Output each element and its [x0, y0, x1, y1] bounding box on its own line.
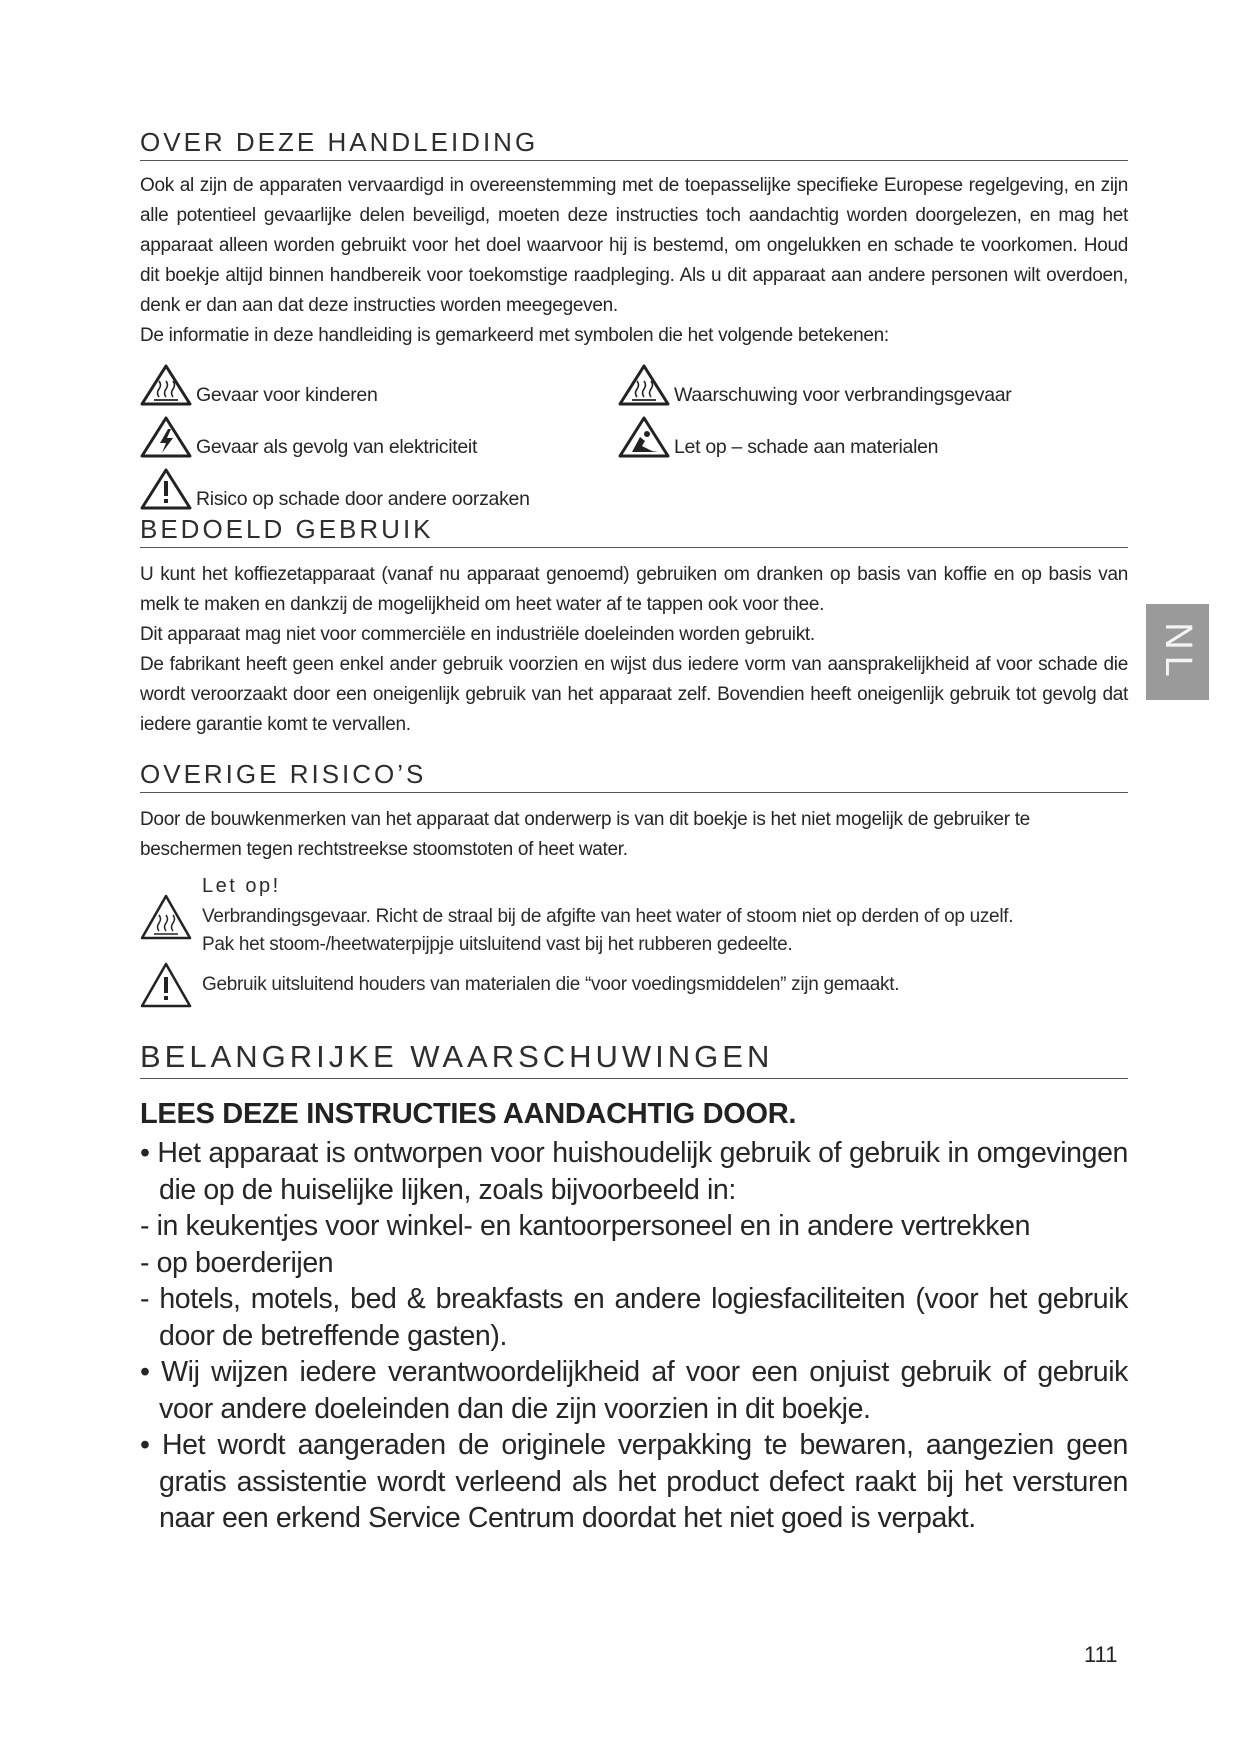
symbol-item [140, 467, 530, 511]
note-icon-cell [140, 871, 202, 959]
symbol-label: Let op – schade aan materialen [674, 436, 939, 458]
section-heading-other-risks: OVERIGE RISICO’S [140, 758, 1128, 793]
about-text [140, 171, 1128, 351]
symbol-label: Gevaar voor kinderen [196, 384, 378, 406]
warnings-title: LEES DEZE INSTRUCTIES AANDACHTIG DOOR. [140, 1098, 797, 1130]
heat-warning-icon [140, 363, 192, 407]
manual-page [140, 126, 1128, 1537]
symbol-label: Waarschuwing voor verbrandingsgevaar [674, 384, 1012, 406]
list-item: • Het wordt aangeraden de originele verpakking te bewaren, aangezien geen gratis assistentie wordt verleend als het product defect raakt bij het versturen naar een erkend Service Centrum doordat het niet goed is verpakt. [140, 1429, 1128, 1534]
burn-warning-note [140, 871, 1128, 1016]
note-icon-cell [140, 961, 202, 1016]
list-item: - in keukentjes voor winkel- en kantoorpersoneel en in andere vertrekken [140, 1210, 1031, 1242]
symbol-legend [140, 363, 1128, 511]
intended-use-text [140, 560, 1128, 740]
language-tab [1146, 604, 1209, 700]
list-item: - hotels, motels, bed & breakfasts en andere logiesfaciliteiten (voor het gebruik door de betreffende gasten). [140, 1283, 1128, 1352]
note-line: Verbrandingsgevaar. Richt de straal bij de afgifte van heet water of stoom niet op derden of op uzelf. [202, 906, 1014, 927]
note-line: Gebruik uitsluitend houders van materialen die “voor voedingsmiddelen” zijn gemaakt. [202, 974, 900, 995]
symbol-item [618, 363, 1012, 407]
warnings-list [140, 1135, 1128, 1537]
note-content [202, 871, 1013, 959]
material-damage-warning-icon [618, 415, 670, 459]
intended-use-paragraph: U kunt het koffiezetapparaat (vanaf nu apparaat genoemd) gebruiken om dranken op basis van koffie en op basis van melk te maken en dankzij de mogelijkheid om heet water af te tappen ook voor thee. [140, 564, 1128, 615]
general-warning-icon [140, 961, 192, 1011]
section-heading-intended-use: BEDOELD GEBRUIK [140, 513, 1128, 548]
note-row [140, 961, 1128, 1016]
list-item: • Wij wijzen iedere verantwoordelijkheid af voor een onjuist gebruik of gebruik voor andere doeleinden dan die zijn voorzien in dit boekje. [140, 1356, 1128, 1425]
heat-warning-icon [140, 893, 192, 943]
list-item: - op boerderijen [140, 1246, 334, 1279]
symbol-label: Gevaar als gevolg van elektriciteit [196, 436, 478, 458]
note-row [140, 871, 1128, 959]
other-risks-paragraph: Door de bouwkenmerken van het apparaat dat onderwerp is van dit boekje is het niet mogelijk de gebruiker te beschermen tegen rechtstreekse stoomstoten of heet water. [140, 809, 1030, 860]
list-item: • Het apparaat is ontworpen voor huishoudelijk gebruik of gebruik in omgevingen die op de huiselijke lijken, zoals bijvoorbeeld in: [140, 1137, 1128, 1206]
heat-warning-icon [618, 363, 670, 407]
intended-use-paragraph: De fabrikant heeft geen enkel ander gebruik voorzien en wijst dus iedere vorm van aansprakelijkheid af voor schade die wordt veroorzaakt door een oneigenlijk gebruik van het apparaat zelf. Bovendien heeft oneigenlijk gebruik tot gevolg dat iedere garantie komt te vervallen. [140, 654, 1128, 735]
note-line: Pak het stoom-/heetwaterpijpje uitsluitend vast bij het rubberen gedeelte. [202, 934, 793, 955]
general-warning-icon [140, 467, 192, 511]
legend-intro: De informatie in deze handleiding is gemarkeerd met symbolen die het volgende betekenen: [140, 325, 889, 346]
intended-use-paragraph: Dit apparaat mag niet voor commerciële en industriële doeleinden worden gebruikt. [140, 624, 815, 645]
symbol-label: Risico op schade door andere oorzaken [196, 488, 530, 510]
page-number: 111 [1084, 1642, 1118, 1667]
symbol-item [618, 415, 938, 459]
symbol-item [140, 415, 477, 459]
about-paragraph: Ook al zijn de apparaten vervaardigd in overeenstemming met de toepasselijke specifieke Europese regelgeving, en zijn alle potentieel gevaarlijke delen beveiligd, moeten deze instructies toch aandachtig worden doorgelezen, en mag het apparaat alleen worden gebruikt voor het doel waarvoor hij is bestemd, om ongelukken en schade te voorkomen. Houd dit boekje altijd binnen handbereik voor toekomstige raadpleging. Als u dit apparaat aan andere personen wilt overdoen, denk er dan aan dat deze instructies worden meegegeven. [140, 175, 1128, 316]
section-heading-warnings: BELANGRIJKE WAARSCHUWINGEN [140, 1038, 1128, 1079]
symbol-item [140, 363, 378, 407]
language-tab-label: NL [1156, 621, 1199, 683]
electric-warning-icon [140, 415, 192, 459]
note-title: Let op! [202, 875, 281, 897]
other-risks-text [140, 805, 1128, 865]
section-heading-about: OVER DEZE HANDLEIDING [140, 126, 1128, 161]
